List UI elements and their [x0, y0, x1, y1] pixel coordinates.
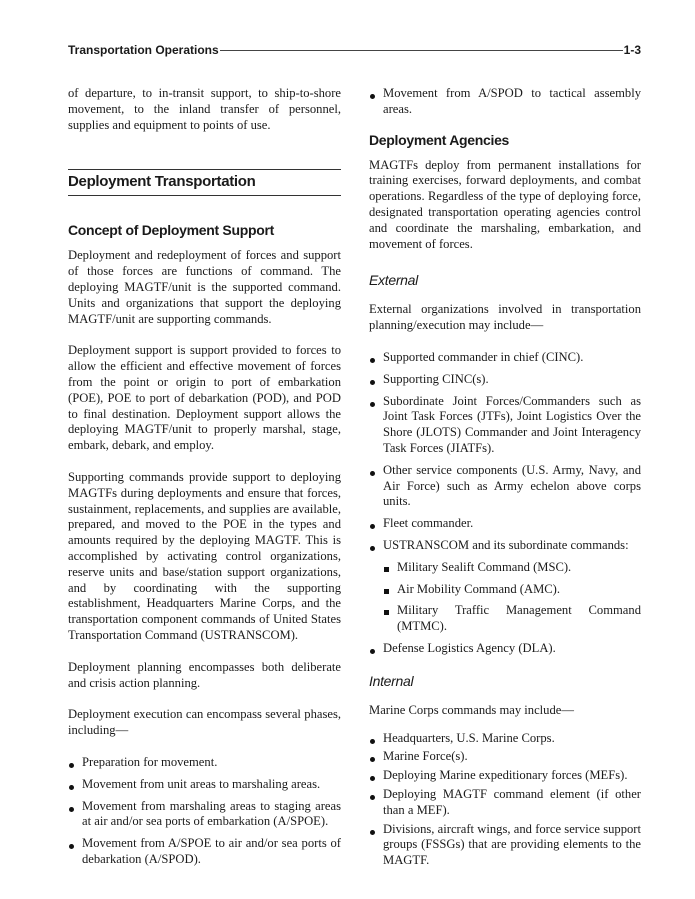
bullet-icon: [370, 471, 375, 476]
list-item: Headquarters, U.S. Marine Corps.: [369, 731, 641, 747]
bullet-icon: [370, 776, 375, 781]
sub-list: [383, 560, 641, 635]
bullet-icon: [370, 546, 375, 551]
agencies-paragraph: MAGTFs deploy from permanent installations for training exercises, forward deployments, and combat operations. Regardless of the type of deploying force, designated transportation operating agencies control and coordinate the marshaling, embarkation, and movement of forces.: [369, 157, 641, 251]
list-item: Other service components (U.S. Army, Navy, and Air Force) such as Army echelon above corps units.: [369, 463, 641, 510]
bullet-icon: [370, 649, 375, 654]
bullet-icon: [370, 757, 375, 762]
continued-list: [369, 86, 641, 118]
external-title: External: [369, 272, 418, 289]
paragraph: Deployment planning encompasses both deliberate and crisis action planning.: [68, 659, 341, 690]
phases-list: [68, 755, 341, 868]
bullet-icon: [69, 763, 74, 768]
list-item: Fleet commander.: [369, 516, 641, 532]
bullet-icon: [69, 785, 74, 790]
paragraph: Supporting commands provide support to deploying MAGTFs during deployments and ensure that forces, sustainment, replacements, and supplies are available, prepared, and moved to the POE in the types and amounts required by the deploying MAGTF. This is accomplished by activating control organizations, reserve units and base/station support organizations, and by coordinating with the supporting establishment, Headquarters Marine Corps, and the transportation component commands of United States Transportation Command (USTRANSCOM).: [68, 469, 341, 642]
list-item: Supporting CINC(s).: [369, 372, 641, 388]
list-item: Deploying Marine expeditionary forces (MEFs).: [369, 768, 641, 784]
paragraph: Deployment and redeployment of forces and support of those forces are functions of command. The deploying MAGTF/unit is the supported command. Units and organizations that support the deploying MAGTF/unit are supporting commands.: [68, 248, 341, 326]
square-bullet-icon: [384, 589, 389, 594]
paragraph: Deployment execution can encompass several phases, including—: [68, 707, 341, 738]
header-rule: [220, 50, 623, 51]
sub-list-item: Air Mobility Command (AMC).: [383, 582, 641, 598]
bullet-icon: [370, 524, 375, 529]
page-number: 1-3: [623, 43, 641, 57]
bullet-icon: [370, 94, 375, 99]
paragraph: Deployment support is support provided to forces to allow the efficient and effective movement of forces from the point or origin to port of embarkation (POE), POE to port of debarkation (POD), and POD to final destination. Deployment support allows the deploying MAGTF/unit to properly marshal, stage, embark, debark, and employ.: [68, 343, 341, 453]
external-list: [369, 350, 641, 657]
subsection-title: Concept of Deployment Support: [68, 222, 274, 239]
list-item: Defense Logistics Agency (DLA).: [369, 641, 641, 657]
internal-list: [369, 731, 641, 869]
list-item: Movement from unit areas to marshaling areas.: [68, 777, 341, 793]
list-item: Divisions, aircraft wings, and force service support groups (FSSGs) that are providing elements to the MAGTF.: [369, 822, 641, 869]
list-item: USTRANSCOM and its subordinate commands: Military Sealift Command (MSC). Air Mobility Command (AMC). Military Traffic Management Command (MTMC).: [369, 538, 641, 635]
bullet-icon: [370, 795, 375, 800]
bullet-icon: [370, 830, 375, 835]
square-bullet-icon: [384, 610, 389, 615]
header-title: Transportation Operations: [68, 43, 219, 57]
list-item: Marine Force(s).: [369, 749, 641, 765]
continued-paragraph: of departure, to in-transit support, to ship-to-shore movement, to the inland transfer of personnel, supplies and equipment to points of use.: [68, 86, 341, 132]
square-bullet-icon: [384, 567, 389, 572]
bullet-icon: [69, 844, 74, 849]
list-item: Subordinate Joint Forces/Commanders such as Joint Task Forces (JTFs), Joint Logistics Over the Shore (JLOTS) Commander and Joint Interagency Task Forces (JIATFs).: [369, 394, 641, 457]
internal-intro: Marine Corps commands may include—: [369, 702, 574, 717]
bullet-icon: [370, 402, 375, 407]
list-item: Movement from A/SPOE to air and/or sea ports of debarkation (A/SPOD).: [68, 836, 341, 868]
sub-list-item: Military Sealift Command (MSC).: [383, 560, 641, 576]
list-item: Preparation for movement.: [68, 755, 341, 771]
internal-title: Internal: [369, 672, 414, 689]
running-header: [68, 42, 641, 58]
external-intro: External organizations involved in transportation planning/execution may include—: [369, 302, 641, 333]
right-column: [369, 86, 641, 885]
sub-list-item: Military Traffic Management Command (MTMC).: [383, 603, 641, 635]
list-item: Deploying MAGTF command element (if other than a MEF).: [369, 787, 641, 819]
bullet-icon: [69, 807, 74, 812]
list-item: Supported commander in chief (CINC).: [369, 350, 641, 366]
left-column: [68, 86, 341, 884]
bullet-icon: [370, 358, 375, 363]
list-item: Movement from A/SPOD to tactical assembly areas.: [369, 86, 641, 118]
list-item: Movement from marshaling areas to staging areas at air and/or sea ports of embarkation (A/SPOE).: [68, 799, 341, 831]
bullet-icon: [370, 739, 375, 744]
agencies-title: Deployment Agencies: [369, 131, 510, 148]
section-title: Deployment Transportation: [68, 169, 341, 196]
bullet-icon: [370, 380, 375, 385]
